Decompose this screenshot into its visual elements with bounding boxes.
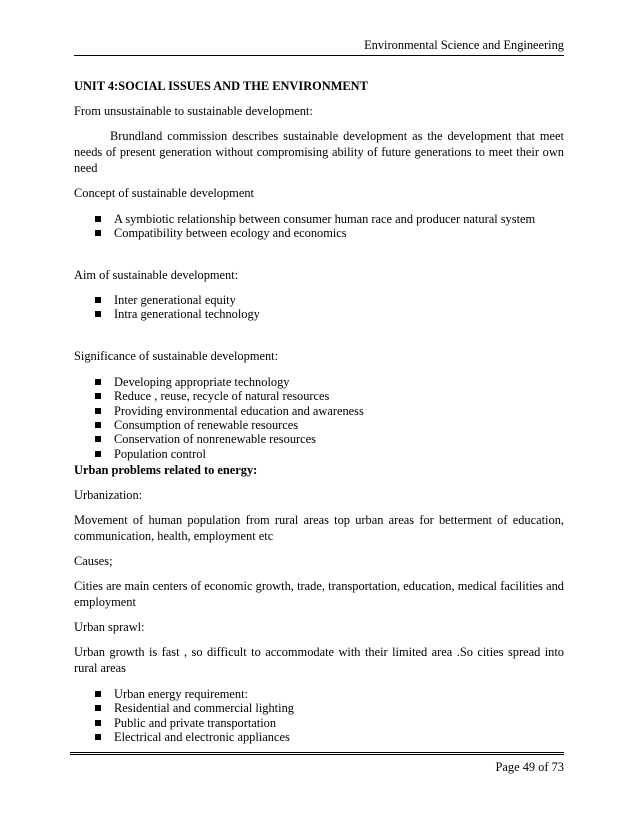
list-item: Residential and commercial lighting [114,701,564,715]
list-item: Public and private transportation [114,716,564,730]
unit-title: UNIT 4:SOCIAL ISSUES AND THE ENVIRONMENT [74,79,368,93]
running-header: Environmental Science and Engineering [364,38,564,52]
urbanization-text: Movement of human population from rural areas top urban areas for betterment of education, communication, health, employment etc [74,512,564,543]
page-number: Page 49 of 73 [495,760,564,774]
urbanization-heading: Urbanization: [74,487,143,502]
sprawl-text: Urban growth is fast , so difficult to accommodate with their limited area .So cities spread into rural areas [74,644,564,675]
energy-list [74,687,564,744]
urban-heading: Urban problems related to energy: [74,462,258,477]
significance-heading: Significance of sustainable development: [74,349,279,364]
significance-list [74,375,564,461]
list-item: Conservation of nonrenewable resources [114,432,564,446]
sprawl-heading: Urban sprawl: [74,619,145,634]
concept-list [74,212,564,241]
list-item: Providing environmental education and awareness [114,404,564,418]
list-item: Urban energy requirement: [114,687,564,701]
list-item: Electrical and electronic appliances [114,730,564,744]
list-item: Developing appropriate technology [114,375,564,389]
causes-heading: Causes; [74,553,113,568]
header-rule [74,55,564,56]
aim-heading: Aim of sustainable development: [74,267,239,282]
aim-list [74,293,564,322]
list-item: Inter generational equity [114,293,564,307]
footer-rule [70,752,564,755]
list-item: Intra generational technology [114,307,564,321]
sustainable-definition: Brundland commission describes sustainable development as the development that meet needs of present generation without compromising ability of future generations to meet their own need [74,129,564,175]
list-item: Population control [114,447,564,461]
causes-text: Cities are main centers of economic growth, trade, transportation, education, medical facilities and employment [74,578,564,609]
list-item: Compatibility between ecology and economics [114,226,564,240]
list-item: Reduce , reuse, recycle of natural resources [114,389,564,403]
sustainable-heading: From unsustainable to sustainable development: [74,104,313,118]
concept-heading: Concept of sustainable development [74,186,254,200]
list-item: Consumption of renewable resources [114,418,564,432]
page-content [74,78,564,744]
list-item: A symbiotic relationship between consumer human race and producer natural system [114,212,564,226]
